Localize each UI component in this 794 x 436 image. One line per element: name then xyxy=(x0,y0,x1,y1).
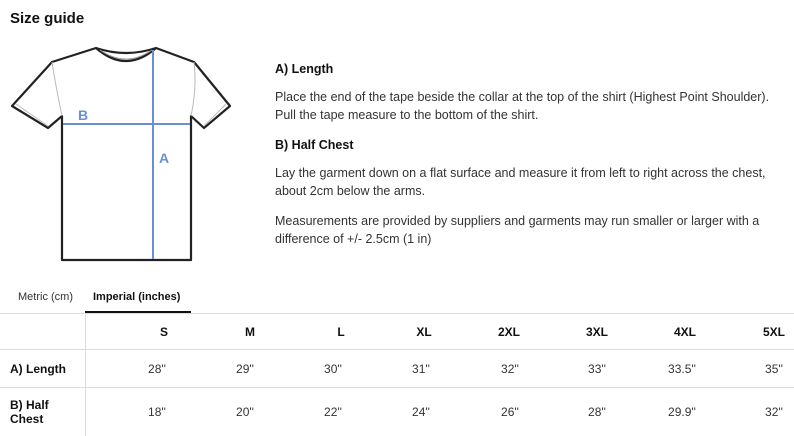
page-title: Size guide xyxy=(10,10,85,27)
table-cell: 29.9'' xyxy=(668,405,696,419)
table-cell: 22'' xyxy=(324,405,342,419)
table-cell: 18'' xyxy=(148,405,166,419)
length-text: Place the end of the tape beside the collar at the top of the shirt (Highest Point Shoulder). Pull the tape measure to the bottom of the shirt. xyxy=(275,90,770,122)
measurement-instructions xyxy=(275,60,780,260)
tshirt-icon xyxy=(8,44,233,264)
size-header: XL xyxy=(416,324,432,339)
table-row xyxy=(0,350,794,388)
size-header: 4XL xyxy=(673,324,696,339)
table-cell: 28'' xyxy=(148,361,166,376)
table-header-row xyxy=(0,314,794,350)
table-cell: 33'' xyxy=(588,361,606,376)
table-cell: 28'' xyxy=(588,405,606,419)
table-cell: 30'' xyxy=(324,361,342,376)
tab-imperial[interactable]: Imperial (inches) xyxy=(85,283,191,313)
size-table xyxy=(0,313,794,436)
table-row xyxy=(0,388,794,436)
chest-heading: B) Half Chest xyxy=(275,138,354,152)
unit-tabs xyxy=(0,283,794,313)
table-cell: 20'' xyxy=(236,405,254,419)
length-heading: A) Length xyxy=(275,62,334,76)
size-header: 2XL xyxy=(497,324,520,339)
chest-text: Lay the garment down on a flat surface and measure it from left to right across the chest, about 2cm below the arms. xyxy=(275,166,766,198)
row-label: B) Half Chest xyxy=(0,388,86,436)
size-header: M xyxy=(245,324,255,339)
size-header: 3XL xyxy=(585,324,608,339)
table-cell: 32'' xyxy=(765,405,783,419)
tshirt-diagram xyxy=(8,44,233,264)
measurement-note: Measurements are provided by suppliers and garments may run smaller or larger with a difference of +/- 2.5cm (1 in) xyxy=(275,214,760,246)
tab-metric[interactable]: Metric (cm) xyxy=(18,291,73,303)
table-cell: 29'' xyxy=(236,361,254,376)
table-corner-cell xyxy=(0,314,86,349)
table-cell: 35'' xyxy=(765,361,783,376)
table-cell: 32'' xyxy=(501,361,519,376)
size-header: L xyxy=(337,324,345,339)
label-b: B xyxy=(78,107,89,123)
row-label: A) Length xyxy=(0,350,86,387)
table-cell: 26'' xyxy=(501,405,519,419)
size-header: S xyxy=(159,324,168,339)
table-cell: 31'' xyxy=(412,361,430,376)
label-a: A xyxy=(159,150,170,166)
table-cell: 33.5'' xyxy=(668,361,696,376)
size-header: 5XL xyxy=(762,324,785,339)
table-cell: 24'' xyxy=(412,405,430,419)
